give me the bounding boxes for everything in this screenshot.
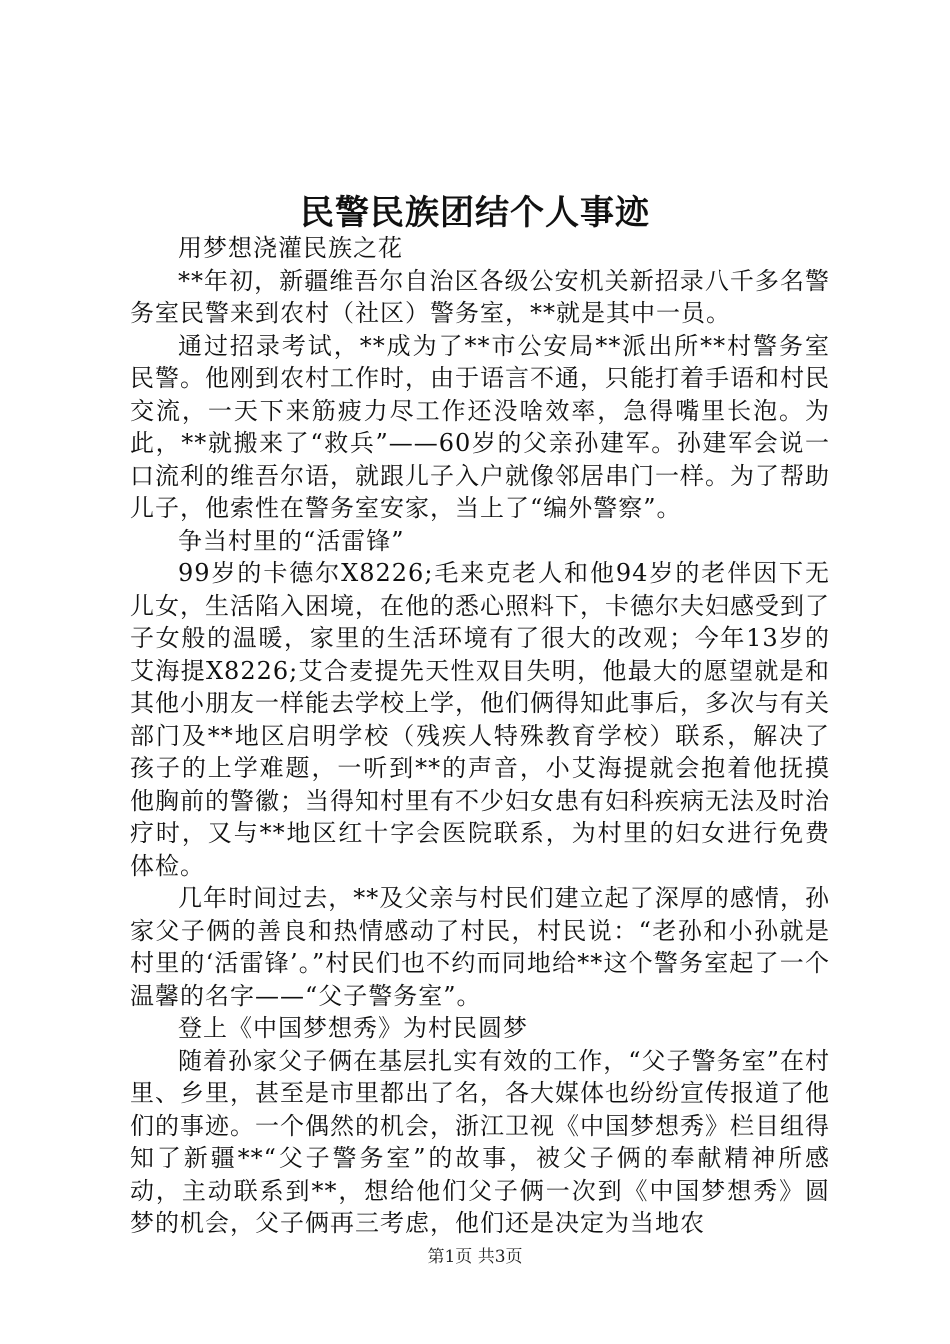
paragraph: **年初，新疆维吾尔自治区各级公安机关新招录八千多名警务室民警来到农村（社区）警务室，**就是其中一员。: [130, 266, 830, 327]
document-title: 民警民族团结个人事迹: [300, 193, 650, 233]
section-heading: 争当村里的“活雷锋”: [178, 526, 405, 555]
paragraph: 通过招录考试，**成为了**市公安局**派出所**村警务室民警。他刚到农村工作时，由于语言不通，只能打着手语和村民交流，一天下来筋疲力尽工作还没啥效率，急得嘴里长泡。为此，**就搬来了“救兵”——60岁的父亲孙建军。孙建军会说一口流利的维吾尔语，就跟儿子入户就像邻居串门一样。为了帮助儿子，他索性在警务室安家，当上了“编外警察”。: [130, 331, 830, 522]
paragraph: 几年时间过去，**及父亲与村民们建立起了深厚的感情，孙家父子俩的善良和热情感动了村民，村民说：“老孙和小孙就是村里的‘活雷锋’。”村民们也不约而同地给**这个警务室起了一个温馨的名字——“父子警务室”。: [130, 884, 830, 1010]
section-heading: 用梦想浇灌民族之花: [178, 234, 403, 262]
section-heading: 登上《中国梦想秀》为村民圆梦: [178, 1014, 528, 1042]
paragraph: 99岁的卡德尔X8226;毛来克老人和他94岁的老伴因下无儿女，生活陷入困境，在他的悉心照料下，卡德尔夫妇感受到了子女般的温暖，家里的生活环境有了很大的改观；今年13岁的艾海提X8226;艾合麦提先天性双目失明，他最大的愿望就是和其他小朋友一样能去学校上学，他们俩得知此事后，多次与有关部门及**地区启明学校（残疾人特殊教育学校）联系，解决了孩子的上学难题，一听到**的声音，小艾海提就会抱着他抚摸他胸前的警徽；当得知村里有不少妇女患有妇科疾病无法及时治疗时，又与**地区红十字会医院联系，为村里的妇女进行免费体检。: [130, 559, 830, 880]
page-number-footer: 第1页 共3页: [427, 1247, 523, 1267]
paragraph: 随着孙家父子俩在基层扎实有效的工作，“父子警务室”在村里、乡里，甚至是市里都出了名，各大媒体也纷纷宣传报道了他们的事迹。一个偶然的机会，浙江卫视《中国梦想秀》栏目组得知了新疆**“父子警务室”的故事，被父子俩的奉献精神所感动，主动联系到**，想给他们父子俩一次到《中国梦想秀》圆梦的机会，父子俩再三考虑，他们还是决定为当地农: [130, 1046, 830, 1237]
document-body: [130, 232, 830, 1240]
